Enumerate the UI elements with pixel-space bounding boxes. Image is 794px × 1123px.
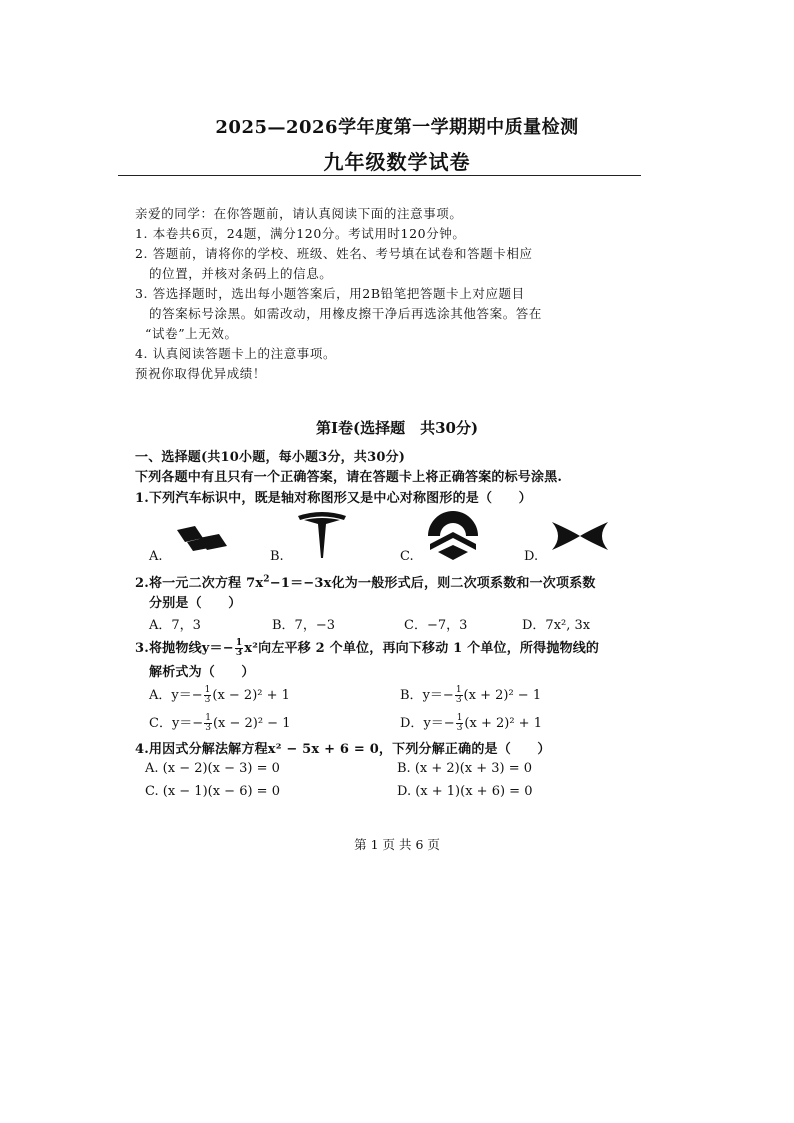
notice-line-5: 的答案标号涂黑。如需改动，用橡皮擦干净后再选涂其他答案。答在 [149, 306, 543, 321]
q3-option-c: C．y＝− $\frac{1}{3}$ (x − 2)² − 1 [149, 713, 291, 733]
notice-line-3: 的位置，并核对条码上的信息。 [149, 266, 333, 281]
exam-title: 2025—2026学年度第一学期期中质量检测 [215, 117, 579, 138]
q3-option-a: A．y＝− $\frac{1}{3}$ (x − 2)² + 1 [149, 685, 290, 705]
xpeng-logo-icon [550, 520, 610, 552]
section-instruction: 下列各题中有且只有一个正确答案，请在答题卡上将正确答案的标号涂黑. [135, 470, 563, 485]
section-title: 第Ⅰ卷(选择题 共30分) [315, 419, 479, 437]
parallelogram-logo-icon [173, 524, 229, 552]
tesla-logo-icon [296, 510, 348, 560]
notice-line-7: 4. 认真阅读答题卡上的注意事项。 [135, 346, 337, 361]
notice-line-8: 预祝你取得优异成绩！ [135, 366, 267, 381]
q3-stem [135, 637, 599, 658]
q4-option-c: C. (x − 1)(x − 6) = 0 [145, 784, 280, 799]
q2-stem-continued: 分别是（ ） [149, 596, 242, 611]
q1-option-b-label: B. [270, 549, 284, 564]
q2-option-b: B．7，−3 [272, 618, 335, 633]
q3-fraction: $\frac{1}{3}$ [235, 638, 243, 658]
exam-subtitle: 九年级数学试卷 [323, 150, 471, 174]
q3-option-d: D．y＝− $\frac{1}{3}$ (x + 2)² + 1 [400, 713, 542, 733]
notice-line-4: 3. 答选择题时，选出每小题答案后，用2B铅笔把答题卡上对应题目 [135, 286, 525, 301]
q2-option-a: A．7，3 [149, 618, 201, 633]
q1-option-a-label: A. [149, 549, 163, 564]
q3-stem-a: 3.将抛物线y＝− [135, 641, 234, 656]
q2-option-c: C．−7，3 [404, 618, 468, 633]
q2-stem-a: 2.将一元二次方程 7x [135, 576, 264, 591]
q4-option-b: B. (x + 2)(x + 3) = 0 [397, 761, 533, 776]
q1-option-c-label: C. [400, 549, 414, 564]
nio-logo-icon [424, 508, 482, 562]
q3-option-b: B．y＝− $\frac{1}{3}$ (x + 2)² − 1 [400, 685, 542, 705]
page-number: 第 1 页 共 6 页 [354, 837, 440, 852]
notice-line-2: 2. 答题前，请将你的学校、班级、姓名、考号填在试卷和答题卡相应 [135, 246, 533, 261]
section-part: 一、选择题(共10小题，每小题3分，共30分) [135, 450, 406, 465]
q4-option-d: D. (x + 1)(x + 6) = 0 [397, 784, 533, 799]
q2-stem: 2.将一元二次方程 $7x^2-1=-3x$化为一般形式后，则二次项系数和一次项系数 [135, 574, 596, 591]
q3-stem-b: x²向左平移 2 个单位，再向下移动 1 个单位，所得抛物线的 [244, 641, 600, 656]
q1-option-d-label: D. [524, 549, 539, 564]
header-divider [118, 175, 641, 176]
notice-line-6: “试卷”上无效。 [145, 326, 238, 341]
q1-stem: 1.下列汽车标识中，既是轴对称图形又是中心对称图形的是（ ） [135, 491, 532, 506]
notice-line-0: 亲爱的同学：在你答题前，请认真阅读下面的注意事项。 [135, 206, 463, 221]
q2-option-d: D．7x², 3x [522, 618, 591, 633]
q4-option-a: A. (x − 2)(x − 3) = 0 [145, 761, 280, 776]
q3-stem-continued: 解析式为（ ） [149, 665, 255, 680]
notice-line-1: 1. 本卷共6页，24题，满分120分。考试用时120分钟。 [135, 226, 466, 241]
q4-stem: 4.用因式分解法解方程x² − 5x + 6 = 0，下列分解正确的是（ ） [135, 742, 551, 757]
q2-stem-b: −1＝−3x化为一般形式后，则二次项系数和一次项系数 [269, 576, 596, 591]
